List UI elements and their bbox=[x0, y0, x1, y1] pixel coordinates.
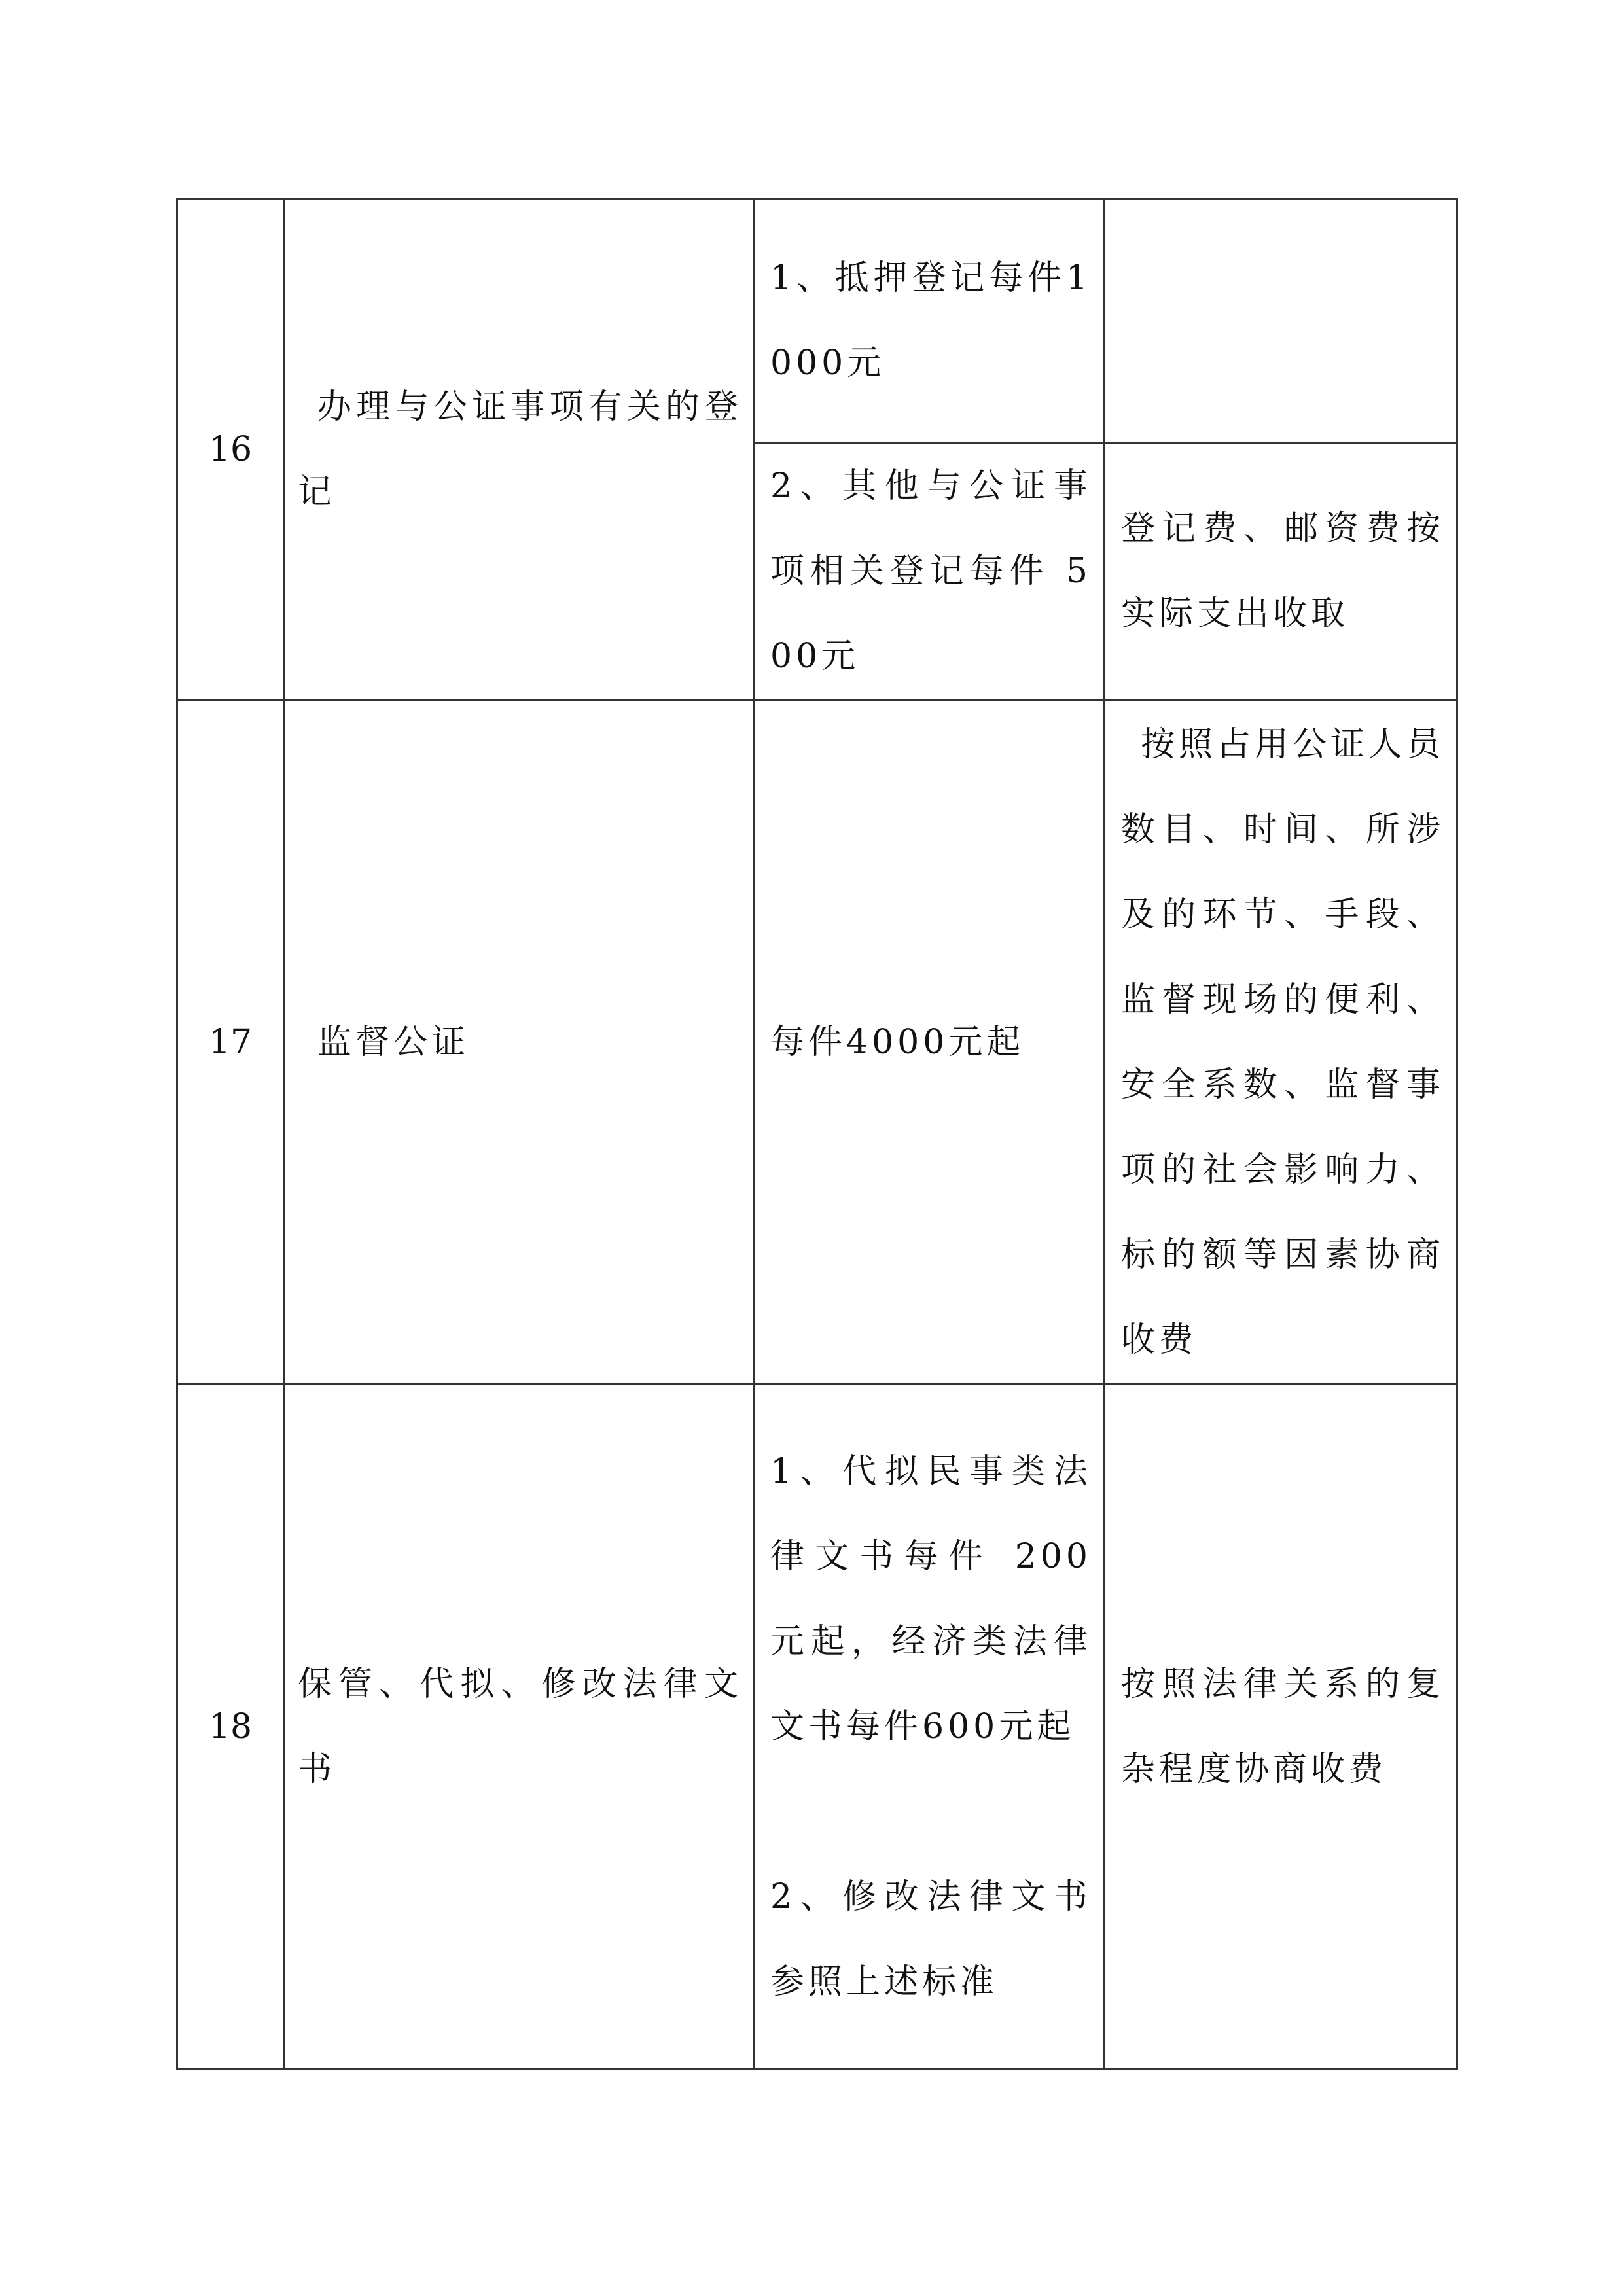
item-cell bbox=[284, 1385, 754, 2069]
item-text: 办理与公证事项有关的登记 bbox=[298, 387, 742, 512]
row-number-cell bbox=[177, 1385, 284, 2069]
note-cell-empty bbox=[1105, 199, 1457, 443]
row-number: 17 bbox=[208, 1022, 253, 1062]
standard-cell bbox=[754, 443, 1105, 700]
standard-cell bbox=[754, 199, 1105, 443]
note-cell bbox=[1105, 1385, 1457, 2069]
note-cell bbox=[1105, 700, 1457, 1385]
item-cell bbox=[284, 199, 754, 700]
standard-cell bbox=[754, 1385, 1105, 2069]
row-number-cell bbox=[177, 199, 284, 700]
standard-text: 2、修改法律文书参照上述标准 bbox=[770, 1877, 1092, 2002]
standard-text: 每件4000元起 bbox=[770, 1022, 1025, 1062]
item-text: 监督公证 bbox=[317, 1022, 470, 1062]
note-cell bbox=[1105, 443, 1457, 700]
note-text: 登记费、邮资费按实际支出收取 bbox=[1121, 509, 1444, 633]
table-row-17 bbox=[177, 700, 1457, 1385]
standard-text: 2、其他与公证事项相关登记每件 500元 bbox=[770, 467, 1092, 676]
row-number: 18 bbox=[208, 1706, 253, 1746]
standard-cell bbox=[754, 700, 1105, 1385]
notary-fee-table bbox=[176, 198, 1458, 2070]
table-row-16 bbox=[177, 199, 1457, 443]
paragraph-gap bbox=[770, 1769, 1092, 1854]
standard-text: 1、代拟民事类法律文书每件 200 元起，经济类法律文书每件600元起 bbox=[770, 1451, 1092, 1746]
note-text: 按照占用公证人员数目、时间、所涉及的环节、手段、监督现场的便利、安全系数、监督事项的社会影响力、标的额等因素协商收费 bbox=[1121, 724, 1445, 1360]
note-text: 按照法律关系的复杂程度协商收费 bbox=[1121, 1664, 1444, 1789]
item-cell bbox=[284, 700, 754, 1385]
table-row-18 bbox=[177, 1385, 1457, 2069]
item-text: 保管、代拟、修改法律文书 bbox=[298, 1664, 742, 1789]
row-number-cell bbox=[177, 700, 284, 1385]
standard-text: 1、抵押登记每件1000元 bbox=[770, 258, 1092, 383]
row-number: 16 bbox=[208, 429, 253, 469]
